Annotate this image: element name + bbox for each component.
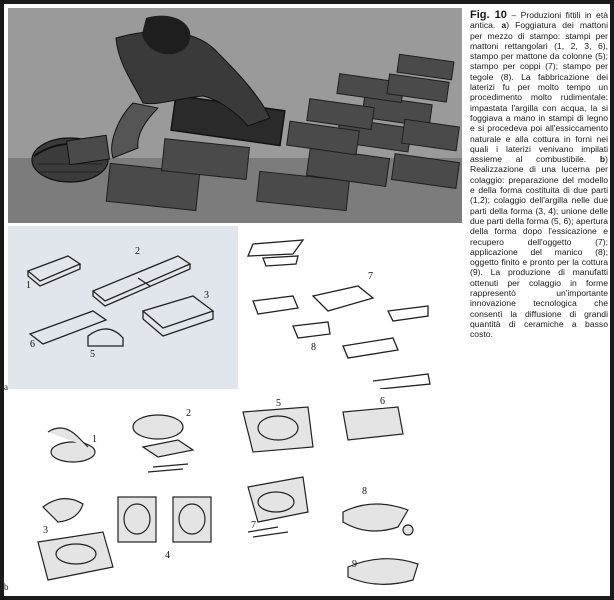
caption-intro: Produzioni fittili in età antica.: [470, 10, 608, 31]
mold-label-8: 8: [311, 342, 316, 353]
part-a-text: ) Foggiatura dei mattoni per mezzo di stampo: stampi per mattoni rettangolari (1, 2, 3, 6), stampo per mattone da colonne (5); stampo per coppi (7); stampo per tegole (8). La fabbricazione dei laterizi fu per molto tempo un procedimento molto rudimentale: impastata l'argilla con acqua, la si foggiava a mano in stampi di legno e si procedeva poi all'essiccamento naturale e alla cottura in forni nei quali i laterizi venivano impilati assieme al combustibile.: [470, 20, 608, 165]
lamp-drawing: [8, 392, 462, 592]
part-b-label: b: [599, 154, 606, 165]
oil-lamp-casting-diagram: [8, 392, 462, 592]
part-b-text: ) Realizzazione di una lucerna per colaggio: preparazione del modello e della forma costituita di due parti (1,2); colaggio dell'argilla nelle due parti della forma (3, 4); unione delle due parti della forma (5, 6); apertura della forma dopo l'essicazione e recupero dell'oggetto (7); applicazione del manico (8); oggetto finito e pronto per la cottura (9). La produzione di manufatti ottenuti per colaggio in forme rappresentò un'importante innovazione tecnologica che consentì la diffusione di grandi quantità di ceramiche a basso costo.: [470, 154, 609, 340]
brick-molds-diagram: [8, 226, 462, 389]
caption-paragraph: [470, 10, 608, 340]
mold-label-1: 1: [26, 280, 31, 291]
part-a-label: a: [501, 20, 507, 31]
lamp-label-6: 6: [380, 396, 385, 407]
figure-caption: [470, 10, 608, 340]
lamp-label-9: 9: [352, 559, 357, 570]
brickmaking-illustration: [8, 8, 462, 223]
mold-label-2: 2: [135, 246, 140, 257]
mold-label-3: 3: [204, 290, 209, 301]
figure-label: Fig. 10: [470, 9, 507, 21]
lamp-label-5: 5: [276, 398, 281, 409]
lamp-label-3: 3: [43, 525, 48, 536]
mold-label-6: 6: [30, 339, 35, 350]
molds-drawing: [8, 226, 462, 389]
lamp-label-1: 1: [92, 434, 97, 445]
lamp-label-8: 8: [362, 486, 367, 497]
mold-label-5: 5: [90, 349, 95, 360]
page: [4, 4, 610, 596]
lamp-label-4: 4: [165, 550, 170, 561]
section-marker-b: b: [4, 582, 9, 592]
lamp-label-2: 2: [186, 408, 191, 419]
lamp-label-7: 7: [251, 520, 256, 531]
caption-dash: –: [506, 10, 521, 20]
brickmaking-drawing: [8, 8, 462, 223]
section-marker-a: a: [4, 382, 8, 392]
mold-label-7: 7: [368, 271, 373, 282]
